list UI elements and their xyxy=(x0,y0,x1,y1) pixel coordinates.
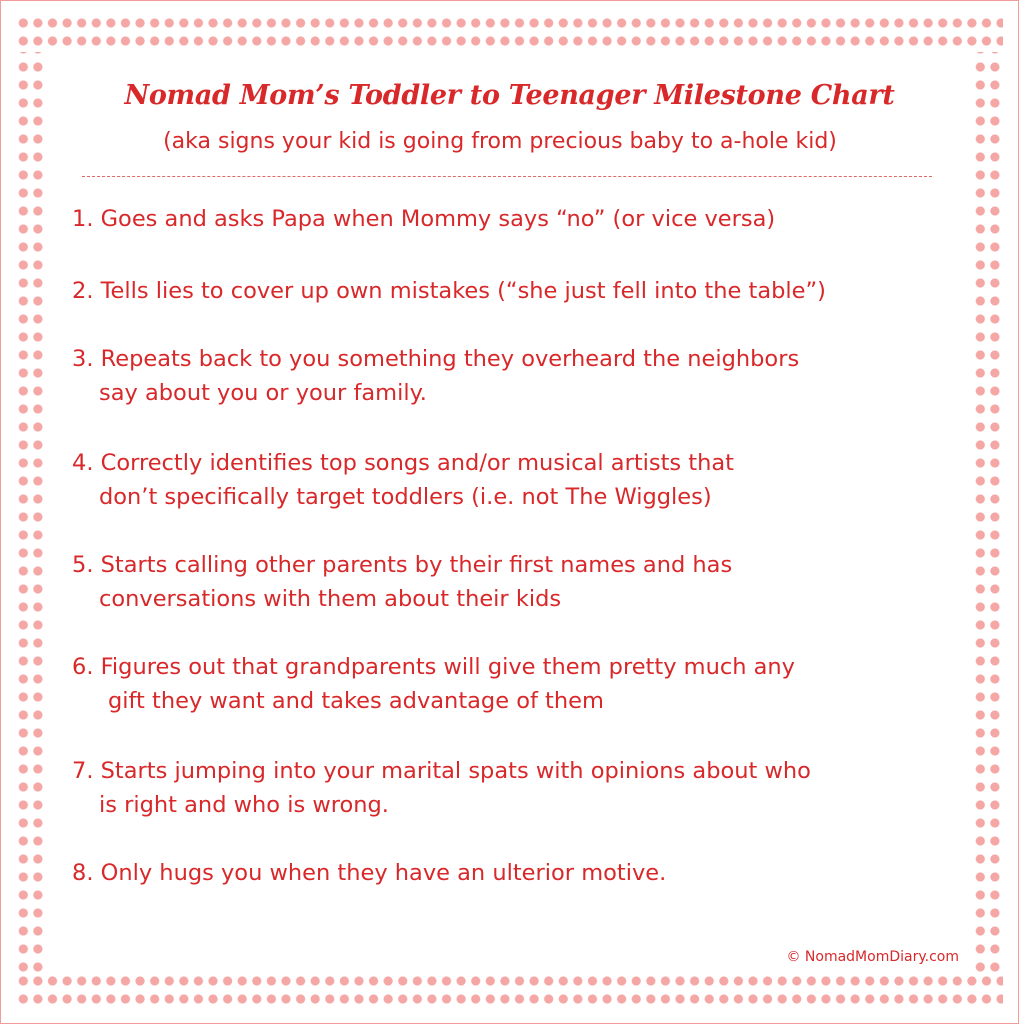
page-subtitle: (aka signs your kid is going from precious baby to a-hole kid) xyxy=(163,129,837,154)
polka-dot-border-top xyxy=(16,16,1003,52)
dashed-divider xyxy=(82,176,932,177)
milestone-item xyxy=(72,650,972,718)
milestone-text: 5. Starts calling other parents by their first names and has xyxy=(72,552,733,578)
polka-dot-border-left xyxy=(16,52,46,974)
milestone-text-continued: conversations with them about their kids xyxy=(99,586,562,612)
milestone-item xyxy=(72,202,972,236)
milestone-text: 7. Starts jumping into your marital spats with opinions about who xyxy=(72,758,811,784)
milestone-text-continued: is right and who is wrong. xyxy=(99,792,389,818)
milestone-item xyxy=(72,342,972,410)
milestone-item xyxy=(72,274,972,308)
milestone-text-continued: say about you or your family. xyxy=(99,380,427,406)
copyright-footer: © NomadMomDiary.com xyxy=(786,949,959,965)
milestone-text: 3. Repeats back to you something they overheard the neighbors xyxy=(72,346,800,372)
milestone-item xyxy=(72,548,972,616)
milestone-item xyxy=(72,754,972,822)
page-title: Nomad Mom’s Toddler to Teenager Milestone Chart xyxy=(124,80,895,111)
milestone-text-continued: don’t specifically target toddlers (i.e. not The Wiggles) xyxy=(99,484,712,510)
milestone-text: 8. Only hugs you when they have an ulterior motive. xyxy=(72,860,667,886)
milestone-text-continued: gift they want and takes advantage of them xyxy=(108,688,604,714)
milestone-text: 6. Figures out that grandparents will give them pretty much any xyxy=(72,654,795,680)
milestone-item xyxy=(72,446,972,514)
milestone-text: 1. Goes and asks Papa when Mommy says “no” (or vice versa) xyxy=(72,206,776,232)
milestone-text: 2. Tells lies to cover up own mistakes (“she just fell into the table”) xyxy=(72,278,826,304)
polka-dot-border-bottom xyxy=(16,974,1003,1010)
milestone-item xyxy=(72,856,972,890)
milestone-text: 4. Correctly identifies top songs and/or musical artists that xyxy=(72,450,735,476)
polka-dot-border-right xyxy=(973,52,1003,974)
